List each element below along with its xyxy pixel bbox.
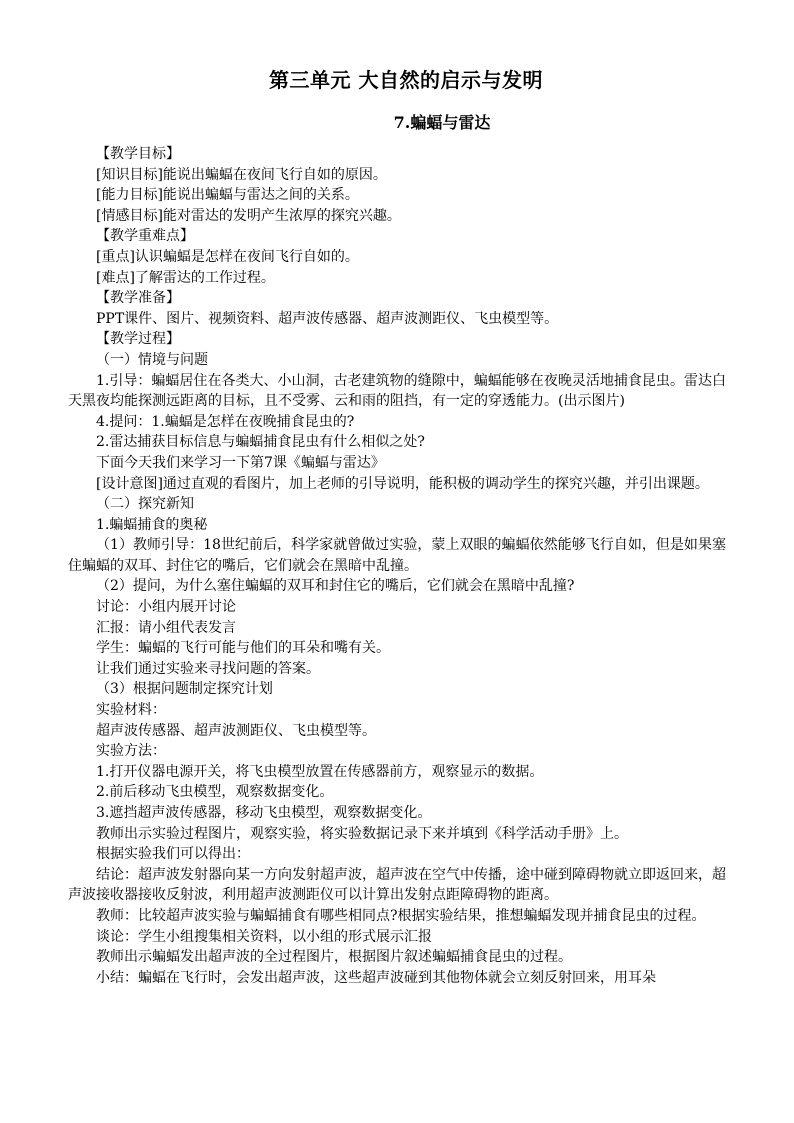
paragraph: 1.蝙蝠捕食的奥秘: [96, 516, 208, 533]
paragraph: [能力目标]能说出蝙蝠与雷达之间的关系。: [96, 187, 359, 204]
paragraph: 3.遮挡超声波传感器，移动飞虫模型，观察数据变化。: [96, 805, 432, 821]
paragraph: 下面今天我们来学习一下第7课《蝙蝠与雷达》: [96, 454, 385, 471]
paragraph: 教师出示实验过程图片，观察实验，将实验数据记录下来并填到《科学活动手册》上。: [96, 825, 628, 842]
paragraph: 实验方法：: [96, 743, 166, 760]
paragraph: [情感目标]能对雷达的发明产生浓厚的探究兴趣。: [96, 207, 401, 224]
unit-title: 第三单元 大自然的启示与发明: [269, 68, 543, 92]
paragraph: 学生：蝙蝠的飞行可能与他们的耳朵和嘴有关。: [96, 640, 390, 657]
paragraph: [设计意图]通过直观的看图片，加上老师的引导说明，能积极的调动学生的探究兴趣，并引出课题。: [96, 475, 709, 492]
paragraph: （二）探究新知: [96, 496, 194, 513]
paragraph: 4.提问：1.蝙蝠是怎样在夜晚捕食昆虫的?: [96, 413, 355, 430]
paragraph: （3）根据问题制定探究计划: [96, 681, 273, 698]
paragraph: 根据实验我们可以得出：: [96, 846, 250, 863]
paragraph: 结论：超声波发射器向某一方向发射超声波，超声波在空气中传播，途中碰到障碍物就立即返回来，超声波接收器接收反射波，利用超声波测距仪可以计算出发射点距障碍物的距离。: [68, 866, 726, 904]
paragraph: [重点]认识蝙蝠是怎样在夜间飞行自如的。: [96, 248, 359, 265]
paragraph: 教师出示蝙蝠发出超声波的全过程图片，根据图片叙述蝙蝠捕食昆虫的过程。: [96, 949, 572, 966]
paragraph: 2.前后移动飞虫模型，观察数据变化。: [96, 784, 334, 801]
paragraph: 实验材料：: [96, 702, 166, 719]
paragraph: 超声波传感器、超声波测距仪、飞虫模型等。: [96, 722, 376, 739]
paragraph: 汇报：请小组代表发言: [96, 619, 236, 636]
paragraph: 让我们通过实验来寻找问题的答案。: [96, 660, 320, 677]
paragraph: （一）情境与问题: [96, 351, 208, 368]
paragraph: 2.雷达捕获目标信息与蝙蝠捕食昆虫有什么相似之处?: [96, 434, 425, 451]
paragraph: 1.打开仪器电源开关，将飞虫模型放置在传感器前方，观察显示的数据。: [96, 763, 544, 780]
paragraph: （2）提问，为什么塞住蝙蝠的双耳和封住它的嘴后，它们就会在黑暗中乱撞?: [96, 578, 575, 595]
paragraph: 【教学目标】: [96, 146, 180, 162]
lesson-title: 7.蝙蝠与雷达: [393, 113, 491, 132]
paragraph: 【教学过程】: [96, 331, 180, 348]
paragraph: 【教学重难点】: [96, 228, 194, 245]
lesson-body: [68, 144, 726, 988]
paragraph: 讨论：小组内展开讨论: [96, 599, 236, 616]
paragraph: 教师：比较超声波实验与蝙蝠捕食有哪些相同点?根据实验结果，推想蝙蝠发现并捕食昆虫的过程。: [96, 907, 706, 924]
paragraph: 1.引导：蝙蝠居住在各类大、小山洞，古老建筑物的缝隙中，蝙蝠能够在夜晚灵活地捕食昆虫。雷达白天黑夜均能探测远距离的目标，且不受雾、云和雨的阻挡，有一定的穿透能力。(出示图片): [68, 372, 726, 410]
paragraph: [难点]了解雷达的工作过程。: [96, 269, 275, 286]
paragraph: [知识目标]能说出蝙蝠在夜间飞行自如的原因。: [96, 166, 387, 183]
paragraph: （1）教师引导：18世纪前后，科学家就曾做过实验，蒙上双眼的蝙蝠依然能够飞行自如，但是如果塞住蝙蝠的双耳、封住它的嘴后，它们就会在黑暗中乱撞。: [68, 537, 726, 574]
paragraph: PPT课件、图片、视频资料、超声波传感器、超声波测距仪、飞虫模型等。: [96, 310, 559, 327]
paragraph: 小结：蝙蝠在飞行时，会发出超声波，这些超声波碰到其他物体就会立刻反射回来，用耳朵: [96, 969, 656, 986]
paragraph: 谈论：学生小组搜集相关资料，以小组的形式展示汇报: [96, 928, 432, 945]
paragraph: 【教学准备】: [96, 290, 180, 307]
